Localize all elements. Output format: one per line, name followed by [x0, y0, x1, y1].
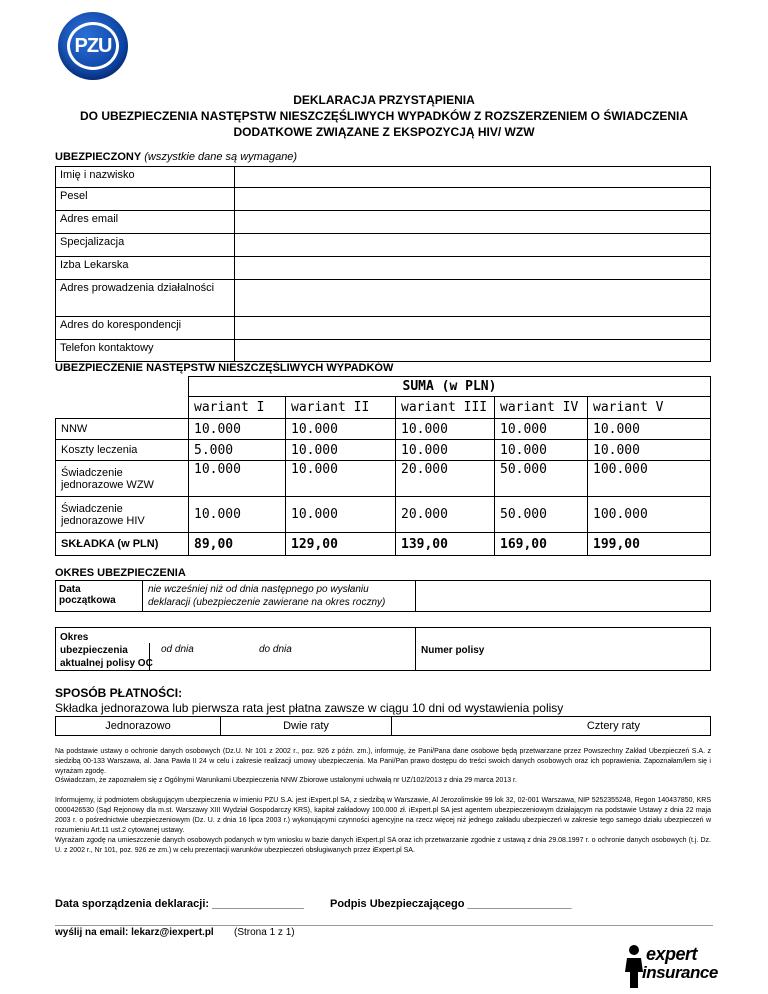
insured-note: (wszystkie dane są wymagane)	[144, 151, 298, 163]
person-icon	[622, 944, 644, 988]
policy-number-box[interactable]	[416, 627, 711, 671]
cell[interactable]: 5.000	[189, 440, 286, 461]
cell[interactable]: 10.000	[396, 419, 495, 440]
oc-label-line-3: aktualnej polisy OC	[60, 658, 153, 669]
field-input-email[interactable]	[235, 211, 711, 234]
cell[interactable]: 10.000	[286, 461, 396, 497]
payment-option-two[interactable]: Dwie raty	[221, 717, 392, 735]
partner-logo-line-1: expert	[646, 944, 698, 964]
nnw-heading: UBEZPIECZENIE NASTĘPSTW NIESZCZĘŚLIWYCH WYPADKÓW	[55, 362, 394, 374]
cell[interactable]: 20.000	[396, 461, 495, 497]
premium-label: SKŁADKA (w PLN)	[56, 533, 189, 556]
cell[interactable]: 10.000	[286, 419, 396, 440]
title-line-2: DO UBEZPIECZENIA NASTĘPSTW NIESZCZĘŚLIWYCH WYPADKÓW Z ROZSZERZENIEM O ŚWIADCZENIA	[80, 109, 688, 123]
cell[interactable]: 10.000	[189, 461, 286, 497]
cell[interactable]: 10.000	[396, 440, 495, 461]
cell[interactable]: 10.000	[189, 497, 286, 533]
start-date-note: nie wcześniej niż od dnia następnego po wysłaniu deklaracji (ubezpieczenie zawierane na okres roczny)	[148, 584, 386, 608]
field-label-mail-address: Adres do korespondencji	[56, 317, 235, 340]
variant-header: wariant IV	[495, 397, 588, 419]
policy-number-label: Numer polisy	[421, 645, 485, 656]
start-date-input[interactable]	[416, 580, 711, 612]
field-input-mail-address[interactable]	[235, 317, 711, 340]
cell[interactable]: 10.000	[189, 419, 286, 440]
nnw-corner-2	[56, 397, 189, 419]
nnw-corner	[56, 377, 189, 397]
cell[interactable]: 100.000	[588, 497, 711, 533]
payment-heading: SPOSÓB PŁATNOŚCI:	[55, 686, 183, 700]
cell[interactable]: 10.000	[286, 497, 396, 533]
start-date-box	[55, 580, 416, 612]
oc-to[interactable]: do dnia	[259, 644, 292, 655]
title-line-1: DEKLARACJA PRZYSTĄPIENIA	[293, 93, 475, 107]
row-label: Koszty leczenia	[56, 440, 189, 461]
cell[interactable]: 10.000	[588, 440, 711, 461]
cell[interactable]: 10.000	[495, 419, 588, 440]
variant-header: wariant V	[588, 397, 711, 419]
field-label-email: Adres email	[56, 211, 235, 234]
premium-cell[interactable]: 89,00	[189, 533, 286, 556]
insurer-signature[interactable]: Podpis Ubezpieczającego _________________	[330, 898, 572, 910]
field-input-phone[interactable]	[235, 340, 711, 362]
insured-heading: UBEZPIECZONY	[55, 151, 142, 163]
logo-text: PZU	[74, 35, 112, 57]
declaration-date[interactable]: Data sporządzenia deklaracji: _______________	[55, 898, 304, 910]
cell[interactable]: 100.000	[588, 461, 711, 497]
premium-cell[interactable]: 139,00	[396, 533, 495, 556]
field-label-pesel: Pesel	[56, 188, 235, 211]
field-input-name[interactable]	[235, 167, 711, 188]
oc-period-label	[60, 631, 153, 670]
oc-period-box	[55, 627, 416, 671]
payment-options	[55, 716, 711, 736]
payment-note: Składka jednorazowa lub pierwsza rata jest płatna zawsze w ciągu 10 dni od wystawienia polisy	[55, 701, 564, 715]
legal-owu: Oświadczam, że zapoznałem się z Ogólnymi Warunkami Ubezpieczenia NNW Zbiorowe ustalonymi uchwałą nr UZ/102/2013 z dnia 29 marca 2013 r.	[55, 777, 517, 784]
sum-header: SUMA (w PLN)	[189, 377, 711, 397]
period-heading: OKRES UBEZPIECZENIA	[55, 567, 186, 579]
oc-label-line-1: Okres	[60, 632, 89, 643]
field-label-specialization: Specjalizacja	[56, 234, 235, 257]
premium-cell[interactable]: 169,00	[495, 533, 588, 556]
variant-header: wariant III	[396, 397, 495, 419]
variant-header: wariant I	[189, 397, 286, 419]
cell[interactable]: 10.000	[588, 419, 711, 440]
row-label: Świadczenie jednorazowe WZW	[56, 461, 189, 497]
footer-divider	[55, 925, 713, 926]
field-input-business-address[interactable]	[235, 280, 711, 317]
variant-header: wariant II	[286, 397, 396, 419]
insured-heading-row	[55, 151, 297, 163]
cell[interactable]: 10.000	[495, 440, 588, 461]
row-label: Świadczenie jednorazowe HIV	[56, 497, 189, 533]
payment-option-four[interactable]: Cztery raty	[586, 720, 640, 732]
payment-option-single[interactable]: Jednorazowo	[56, 717, 221, 735]
cell[interactable]: 20.000	[396, 497, 495, 533]
cell[interactable]: 50.000	[495, 497, 588, 533]
pzu-logo	[58, 12, 128, 80]
partner-logo-line-2: insurance	[642, 963, 718, 982]
field-input-chamber[interactable]	[235, 257, 711, 280]
cell[interactable]: 50.000	[495, 461, 588, 497]
footer-page: (Strona 1 z 1)	[234, 927, 295, 938]
field-input-pesel[interactable]	[235, 188, 711, 211]
footer-email[interactable]: wyślij na email: lekarz@iexpert.pl	[55, 927, 214, 938]
legal-gdpr: Na podstawie ustawy o ochronie danych osobowych (Dz.U. Nr 101 z 2002 r., poz. 926 z późn. zm.), informuję, że Pani/Pana dane osobowe będą przetwarzane przez Powszechny Zakład Ubezpieczeń S.A. z siedzibą 00-133 Warszawa, al. Jana Pawła II 24 w celu i zakresie realizacji umowy ubezpieczenia. Ma Pani/Pan prawo dostępu do treści swoich danych osobowych oraz ich poprawienia. Zapoznałam/łem się i wyrażam zgodę.	[55, 748, 711, 775]
start-date-label: Data początkowa	[56, 581, 143, 611]
field-label-business-address: Adres prowadzenia działalności	[56, 280, 235, 317]
legal-consent: Wyrażam zgodę na umieszczenie danych osobowych podanych w tym wniosku w bazie danych iExpert.pl SA oraz ich przetwarzanie zgodnie z ustawą z dnia 29.08.1997 r. o ochronie danych osobowych (t.j. Dz. U. z 2002 r., Nr 101, poz. 926 ze zm.) w celu prezentacji warunków ubezpieczeń obsługiwanych przez iExpert.pl SA.	[55, 837, 711, 854]
field-label-phone: Telefon kontaktowy	[56, 340, 235, 362]
premium-cell[interactable]: 199,00	[588, 533, 711, 556]
premium-cell[interactable]: 129,00	[286, 533, 396, 556]
cell[interactable]: 10.000	[286, 440, 396, 461]
oc-label-line-2: ubezpieczenia	[60, 645, 128, 656]
row-label: NNW	[56, 419, 189, 440]
oc-divider	[149, 643, 151, 670]
insured-table	[55, 166, 711, 362]
title-line-3: DODATKOWE ZWIĄZANE Z EKSPOZYCJĄ HIV/ WZW	[233, 125, 535, 139]
field-label-name: Imię i nazwisko	[56, 167, 235, 188]
expert-insurance-logo	[622, 942, 718, 990]
legal-agent: Informujemy, iż podmiotem obsługującym ubezpieczenia w imieniu PZU S.A. jest iExpert.pl SA, z siedzibą w Warszawie, Al Jerozolimskie 99 lok 32, 02-001 Warszawa, NIP 5252355248, Regon 140437850, KRS 0000426530 (Sąd Rejonowy dla m.st. Warszawy XIII Wydział Gospodarczy KRS), kapitał zakładowy 100.000 zł. iExpert.pl SA jest agentem ubezpieczeniowym działającym na podstawie Ustawy z dnia 22 maja 2003 r. o pośrednictwie ubezpieczeniowym (Dz. U. z dnia 16 lipca 2003 r.) wykonującymi czynności agencyjne na rzecz więcej niż jednego zakładu ubezpieczeń w zakresie tego samego działu ubezpieczeń w rozumieniu Art.11 ust.2 cytowanej ustawy.	[55, 797, 711, 834]
nnw-table	[55, 376, 711, 556]
field-label-chamber: Izba Lekarska	[56, 257, 235, 280]
field-input-specialization[interactable]	[235, 234, 711, 257]
oc-from[interactable]: od dnia	[161, 644, 194, 655]
